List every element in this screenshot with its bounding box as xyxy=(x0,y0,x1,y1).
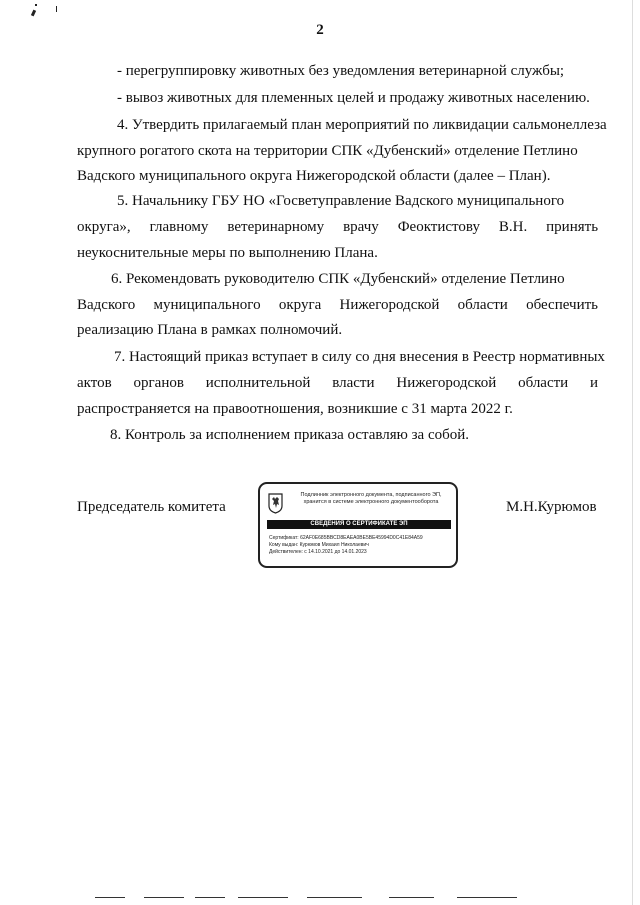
certificate-owner: Кому выдан: Курюмов Михаил Николаевич xyxy=(269,542,369,548)
word: врачу xyxy=(343,219,379,235)
word: обеспечить xyxy=(526,297,598,313)
word: и xyxy=(590,375,599,391)
paragraph-line: 6. Рекомендовать руководителю СПК «Дубенский» отделение Петлино xyxy=(111,271,565,287)
word: В.Н. xyxy=(498,219,528,235)
justified-line xyxy=(77,217,598,237)
paragraph-line: Вадского муниципального округа Нижегородской области (далее – План). xyxy=(77,168,551,184)
word: Феоктистову xyxy=(397,219,480,235)
paragraph-line: 8. Контроль за исполнением приказа оставляю за собой. xyxy=(110,427,470,443)
justified-line xyxy=(77,295,598,315)
word: актов xyxy=(77,375,112,391)
certificate-number: Сертификат: 62AF0E685BBCD8EAEA0BE5BE45994D0C41E84A59 xyxy=(269,535,423,541)
word: муниципального xyxy=(153,297,261,313)
scan-line xyxy=(195,897,225,898)
stamp-title: СВЕДЕНИЯ О СЕРТИФИКАТЕ ЭП xyxy=(267,520,451,529)
paragraph-line: реализацию Плана в рамках полномочий. xyxy=(77,322,343,338)
paragraph-line: неукоснительные меры по выполнению Плана. xyxy=(77,245,378,261)
stamp-header xyxy=(288,492,454,506)
paragraph-line: - вывоз животных для племенных целей и продажу животных населению. xyxy=(117,90,590,106)
justified-line xyxy=(77,373,598,393)
word: Вадского xyxy=(77,297,136,313)
word: исполнительной xyxy=(205,375,311,391)
paragraph-line: - перегруппировку животных без уведомления ветеринарной службы; xyxy=(117,63,565,79)
paragraph-line: крупного рогатого скота на территории СПК «Дубенский» отделение Петлино xyxy=(77,143,578,159)
word: округа xyxy=(278,297,322,313)
electronic-signature-stamp xyxy=(258,482,458,568)
signatory-position: Председатель комитета xyxy=(77,499,226,515)
word: власти xyxy=(332,375,375,391)
word: главному xyxy=(149,219,209,235)
paragraph-line: распространяется на правоотношения, возникшие с 31 марта 2022 г. xyxy=(77,401,513,417)
word: Нижегородской xyxy=(396,375,497,391)
coat-of-arms-icon xyxy=(268,493,283,514)
stamp-header-line: хранится в системе электронного документооборота xyxy=(303,499,439,505)
word: ветеринарному xyxy=(227,219,325,235)
scan-mark xyxy=(56,6,57,12)
word: принять xyxy=(546,219,599,235)
page-edge-line xyxy=(632,0,633,905)
scan-line xyxy=(457,897,517,898)
stamp-details xyxy=(269,535,455,556)
signatory-name: М.Н.Курюмов xyxy=(506,499,597,515)
certificate-validity: Действителен: с 14.10.2021 до 14.01.2023 xyxy=(269,549,367,555)
word: Нижегородской xyxy=(339,297,440,313)
paragraph-line: 4. Утвердить прилагаемый план мероприятий по ликвидации сальмонеллеза xyxy=(117,117,607,133)
scan-line xyxy=(144,897,184,898)
scan-mark xyxy=(35,4,37,6)
scan-line xyxy=(389,897,434,898)
word: округа», xyxy=(77,219,131,235)
paragraph-line: 5. Начальнику ГБУ НО «Госветуправление Вадского муниципального xyxy=(117,193,565,209)
page-number: 2 xyxy=(316,22,324,38)
scan-mark xyxy=(31,10,36,17)
word: области xyxy=(518,375,569,391)
scan-line xyxy=(95,897,125,898)
scan-line xyxy=(238,897,288,898)
scan-line xyxy=(307,897,362,898)
paragraph-line: 7. Настоящий приказ вступает в силу со дня внесения в Реестр нормативных xyxy=(114,349,605,365)
word: органов xyxy=(133,375,184,391)
word: области xyxy=(457,297,508,313)
stamp-header-line: Подлинник электронного документа, подписанного ЭП, xyxy=(300,492,442,498)
